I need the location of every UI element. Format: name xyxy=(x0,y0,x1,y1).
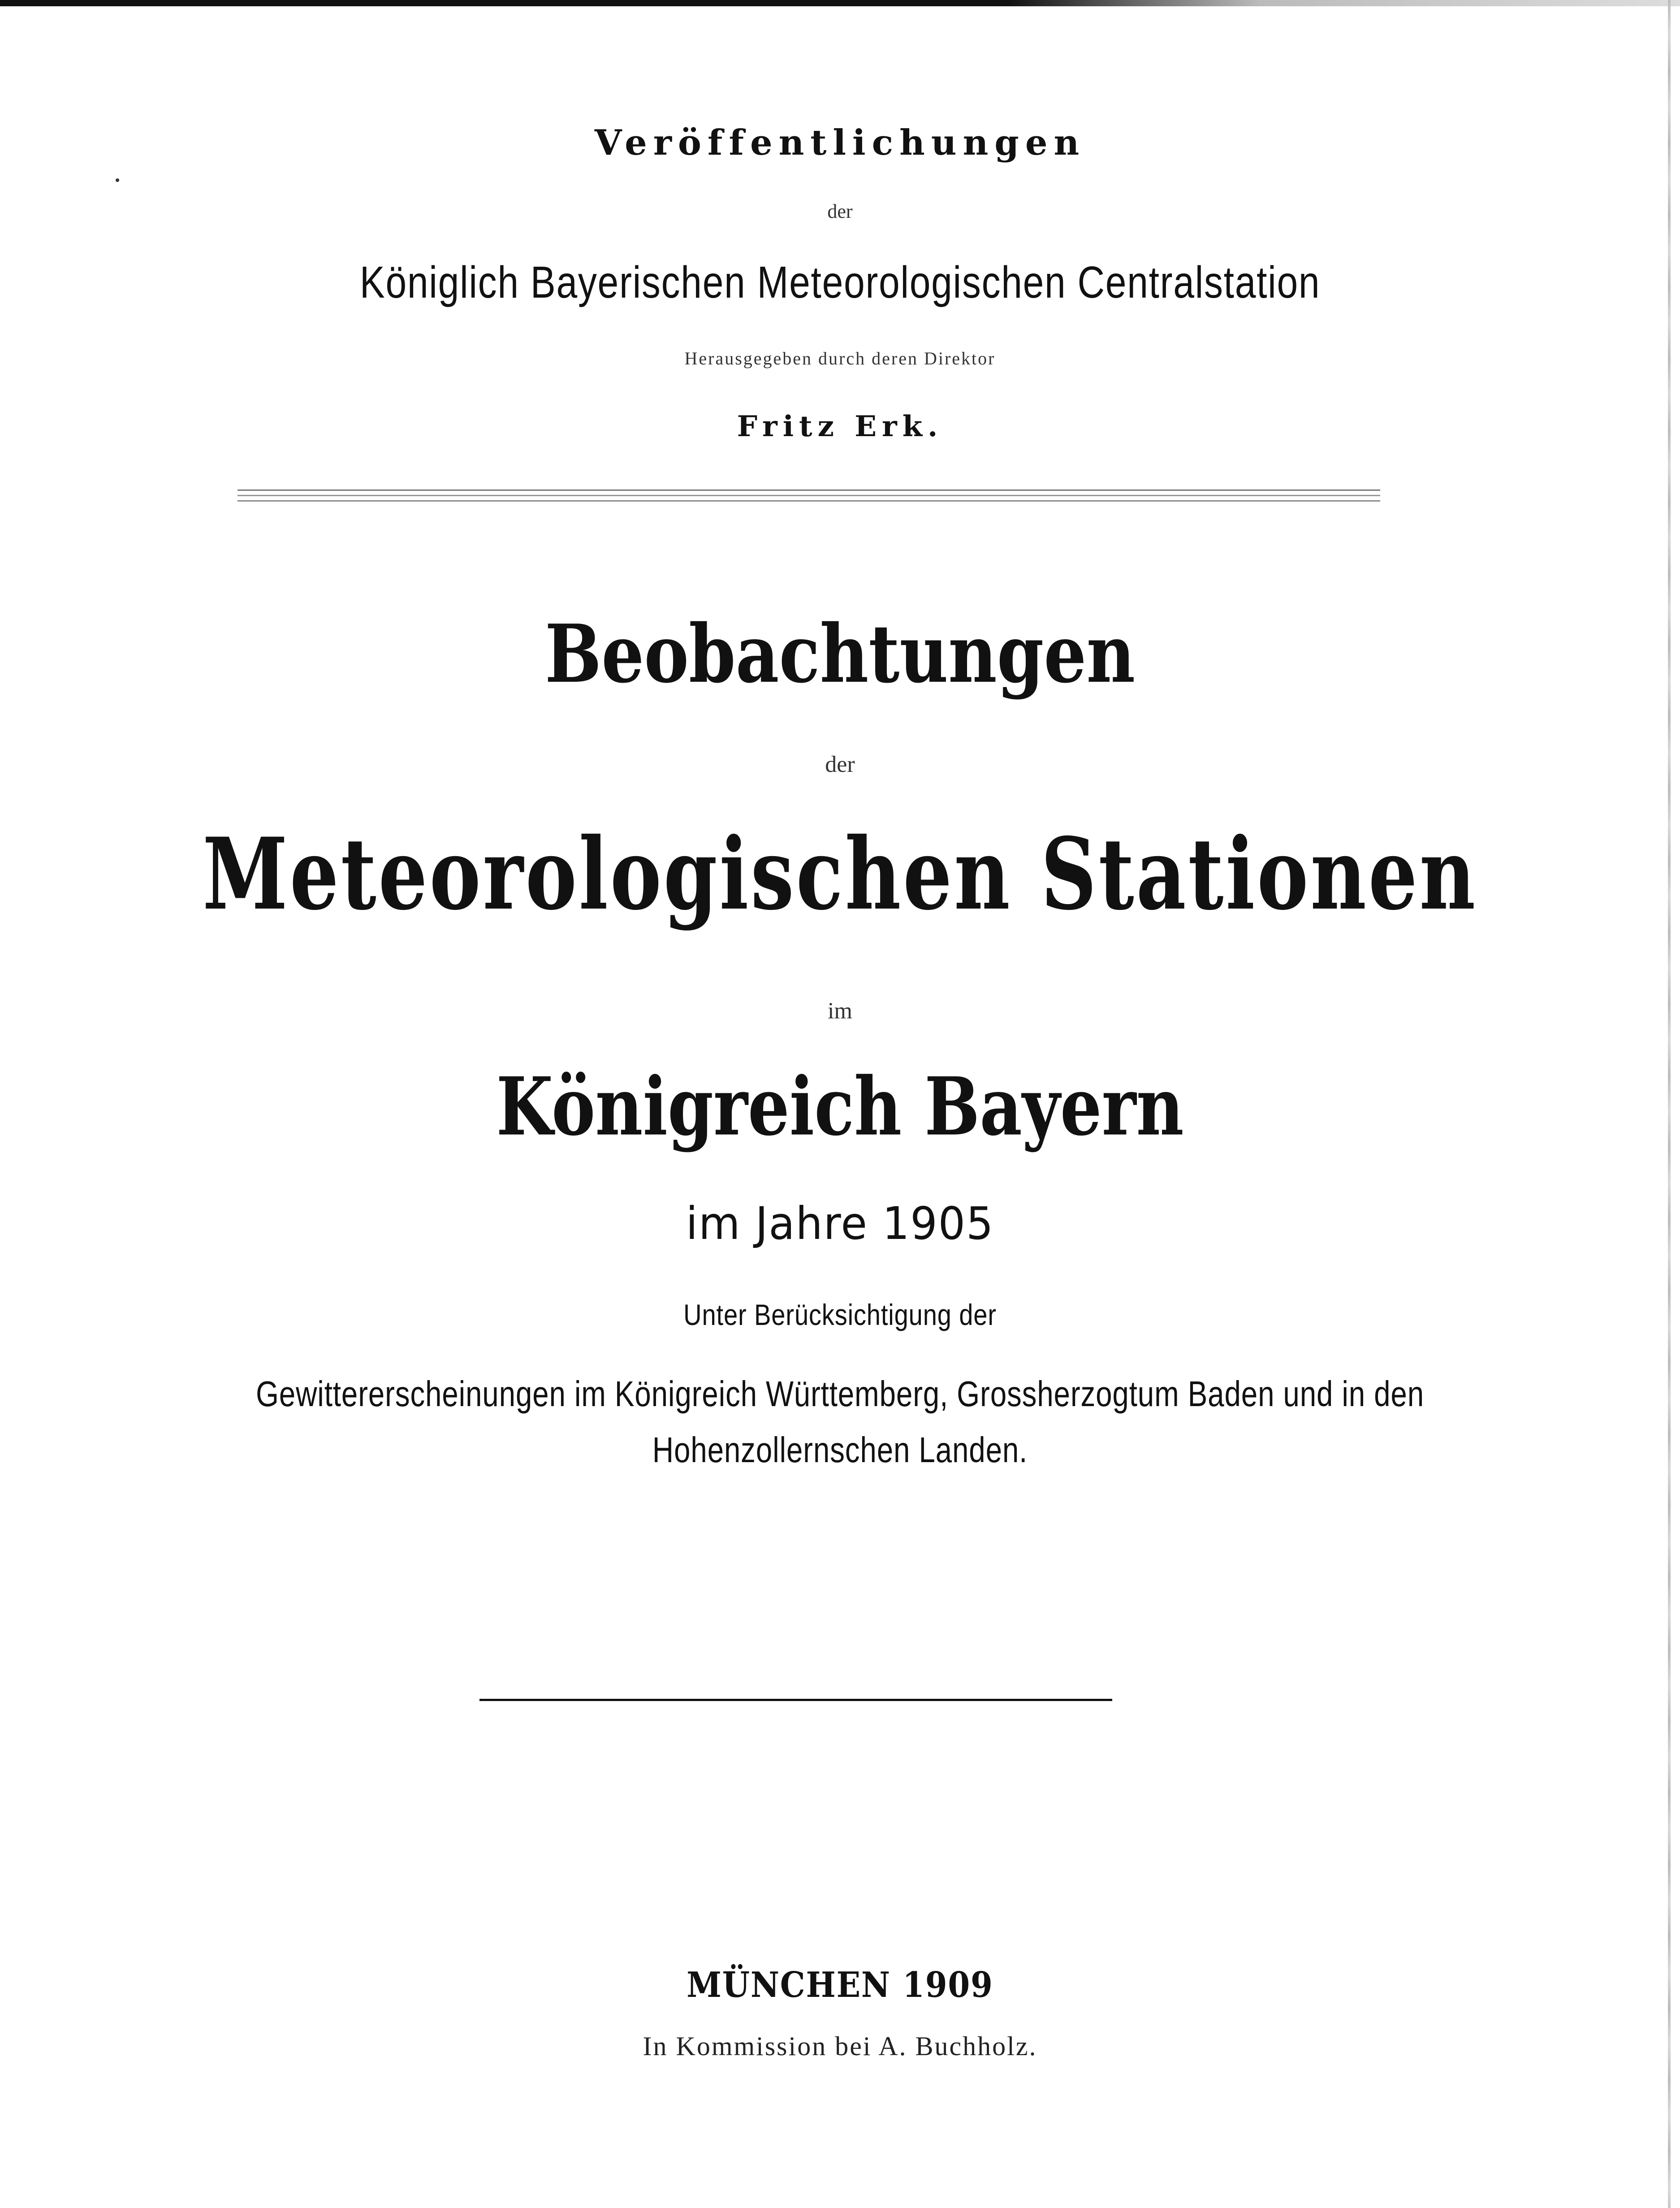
consideration-line: Unter Berücksichtigung der xyxy=(683,1298,997,1331)
header-divider-bottom xyxy=(238,500,1380,502)
phenomena-line-1: Gewittererscheinungen im Königreich Württemberg, Grossherzogtum Baden und in den xyxy=(255,1374,1425,1414)
director-name: Fritz Erk. xyxy=(737,410,943,443)
scan-right-edge xyxy=(1668,0,1671,2208)
imprint-place-year: MÜNCHEN 1909 xyxy=(687,1965,993,2005)
stations-title: Meteorologischen Stationen xyxy=(203,816,1477,932)
scan-speck xyxy=(116,178,119,182)
editor-note: Herausgegeben durch deren Direktor xyxy=(684,348,996,368)
header-divider-top xyxy=(238,489,1380,491)
imprint-divider xyxy=(479,1699,1112,1701)
header-divider-middle xyxy=(238,495,1380,496)
institution-name: Königlich Bayerischen Meteorologischen Centralstation xyxy=(359,257,1321,307)
kingdom-title: Königreich Bayern xyxy=(496,1060,1184,1153)
connector-der-2: der xyxy=(825,752,855,777)
connector-der-1: der xyxy=(827,200,853,222)
phenomena-line-2: Hohenzollernschen Landen. xyxy=(652,1430,1028,1470)
scan-top-edge xyxy=(0,0,1680,6)
main-title: Beobachtungen xyxy=(544,607,1136,701)
imprint-publisher: In Kommission bei A. Buchholz. xyxy=(643,2031,1037,2061)
series-title: Veröffentlichungen xyxy=(594,122,1086,163)
year-line: im Jahre 1905 xyxy=(686,1197,994,1250)
connector-im: im xyxy=(828,998,852,1024)
